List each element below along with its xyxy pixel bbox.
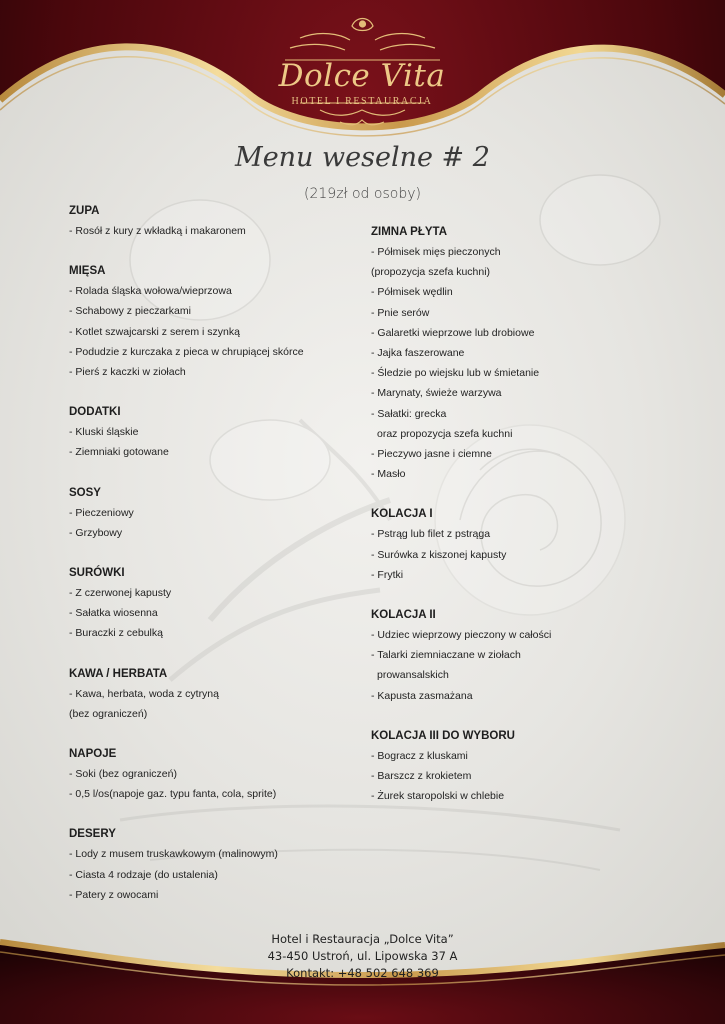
menu-item: (propozycja szefa kuchni) <box>371 266 491 279</box>
menu-item: - Podudzie z kurczaka z pieca w chrupiącej skórce <box>69 345 304 358</box>
menu-item: (bez ograniczeń) <box>69 707 148 720</box>
menu-item: - Półmisek wędlin <box>371 286 453 299</box>
footer-contact <box>0 931 725 982</box>
menu-item: - Soki (bez ograniczeń) <box>69 768 177 781</box>
menu-item: - Pierś z kaczki w ziołach <box>69 366 186 379</box>
menu-section <box>69 824 359 905</box>
menu-item: - Kawa, herbata, woda z cytryną <box>69 687 219 700</box>
menu-item: - Talarki ziemniaczane w ziołach <box>371 649 521 662</box>
menu-item: - Śledzie po wiejsku lub w śmietanie <box>371 367 540 380</box>
section-heading: KOLACJA I <box>371 508 433 521</box>
brand-subtitle: HOTEL I RESTAURACJA <box>291 96 433 107</box>
menu-item: - Rosół z kury z wkładką i makaronem <box>69 225 246 237</box>
section-heading: NAPOJE <box>69 748 117 761</box>
menu-section <box>69 744 359 804</box>
section-heading: DESERY <box>69 828 116 841</box>
menu-item: - 0,5 l/os(napoje gaz. typu fanta, cola, sprite) <box>69 788 277 801</box>
menu-item: - Bogracz z kluskami <box>371 749 468 762</box>
menu-item: - Żurek staropolski w chlebie <box>371 790 505 803</box>
menu-price: (219zł od osoby) <box>304 186 421 202</box>
section-heading: ZIMNA PŁYTA <box>371 226 448 238</box>
menu-section <box>69 402 359 462</box>
menu-item: - Pieczywo jasne i ciemne <box>371 448 492 461</box>
menu-section <box>69 483 359 543</box>
menu-item: - Półmisek mięs pieczonych <box>371 246 501 258</box>
menu-item: - Marynaty, świeże warzywa <box>371 387 502 400</box>
menu-item: - Galaretki wieprzowe lub drobiowe <box>371 326 535 339</box>
menu-item: - Ziemniaki gotowane <box>69 446 169 459</box>
menu-item: - Sałatki: grecka <box>371 407 447 420</box>
menu-item: - Masło <box>371 468 406 481</box>
section-heading: SOSY <box>69 486 101 499</box>
menu-section <box>371 726 671 807</box>
menu-item: - Pstrąg lub filet z pstrąga <box>371 528 491 541</box>
footer-hotel-name: Hotel i Restauracja „Dolce Vita” <box>271 932 454 946</box>
menu-item: - Kotlet szwajcarski z serem i szynką <box>69 325 240 338</box>
menu-item: - Barszcz z krokietem <box>371 770 472 783</box>
menu-section <box>371 605 671 706</box>
menu-item: - Z czerwonej kapusty <box>69 587 172 600</box>
menu-section <box>371 222 671 484</box>
menu-item: - Lody z musem truskawkowym (malinowym) <box>69 848 278 861</box>
menu-item: - Pieczeniowy <box>69 506 134 519</box>
menu-item: prowansalskich <box>377 669 449 682</box>
menu-section <box>69 664 359 724</box>
brand-logo <box>262 10 462 135</box>
menu-item: - Pnie serów <box>371 306 430 319</box>
section-heading: DODATKI <box>69 406 121 419</box>
menu-item: - Kluski śląskie <box>69 426 139 439</box>
brand-name: Dolce Vita <box>278 58 446 94</box>
section-heading: KOLACJA II <box>371 609 436 622</box>
menu-item: - Sałatka wiosenna <box>69 607 158 620</box>
menu-item: - Schabowy z pieczarkami <box>69 305 191 318</box>
menu-section <box>69 261 359 382</box>
section-heading: ZUPA <box>69 205 100 217</box>
menu-section <box>371 504 671 585</box>
section-heading: SURÓWKI <box>69 567 125 580</box>
section-heading: KAWA / HERBATA <box>69 667 168 680</box>
menu-section <box>69 201 359 241</box>
menu-section <box>69 563 359 644</box>
menu-item: - Rolada śląska wołowa/wieprzowa <box>69 285 232 298</box>
menu-item: - Grzybowy <box>69 526 123 539</box>
menu-item: - Jajka faszerowane <box>371 347 465 360</box>
menu-item: - Kapusta zasmażana <box>371 689 473 702</box>
menu-title: Menu weselne # 2 <box>235 142 490 173</box>
menu-item: - Surówka z kiszonej kapusty <box>371 548 507 561</box>
menu-item: oraz propozycja szefa kuchni <box>377 427 513 440</box>
menu-left-column <box>69 201 359 905</box>
menu-item: - Frytki <box>371 568 404 581</box>
menu-item: - Buraczki z cebulką <box>69 627 163 640</box>
menu-right-column <box>371 222 671 806</box>
footer-address: 43-450 Ustroń, ul. Lipowska 37 A <box>267 949 458 963</box>
footer-phone: Kontakt: +48 502 648 369 <box>286 966 439 980</box>
menu-item: - Patery z owocami <box>69 888 159 901</box>
section-heading: KOLACJA III DO WYBORU <box>371 729 515 742</box>
section-heading: MIĘSA <box>69 265 106 278</box>
menu-item: - Udziec wieprzowy pieczony w całości <box>371 629 552 642</box>
menu-item: - Ciasta 4 rodzaje (do ustalenia) <box>69 868 218 881</box>
